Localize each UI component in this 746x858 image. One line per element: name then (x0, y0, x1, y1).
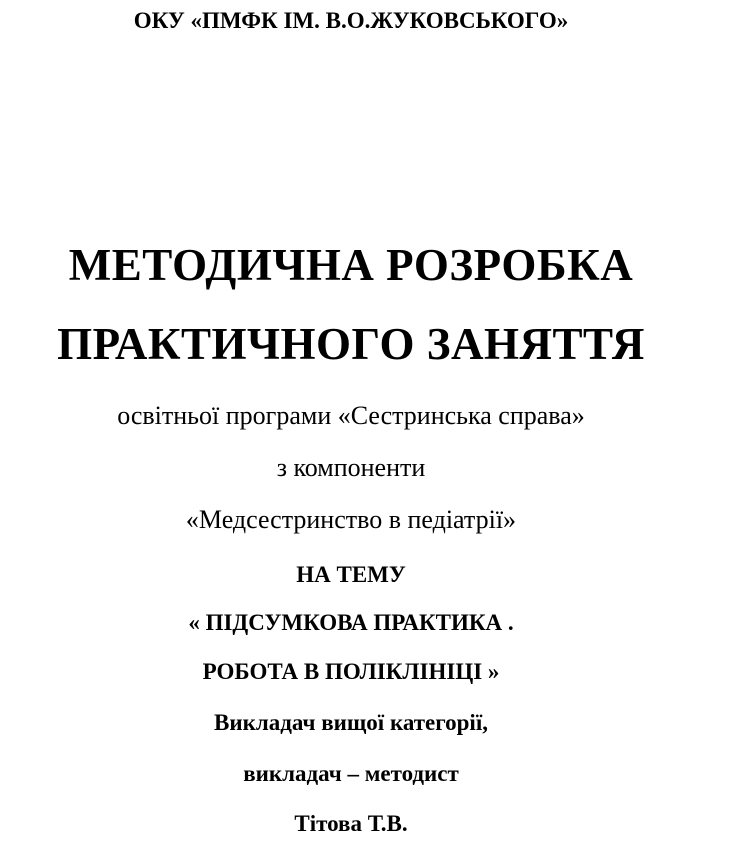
topic-label: НА ТЕМУ (296, 562, 406, 587)
topic-line-1: « ПІДСУМКОВА ПРАКТИКА . (188, 610, 514, 635)
topic-line-2: РОБОТА В ПОЛІКЛІНІЦІ » (202, 659, 500, 684)
author-position-1: Викладач вищої категорії, (214, 710, 488, 735)
author-name: Тітова Т.В. (294, 811, 408, 836)
program-name: освітньої програми «Сестринська справа» (117, 401, 585, 430)
document-title-line-2: ПРАКТИЧНОГО ЗАНЯТТЯ (57, 319, 645, 369)
document-title-line-1: МЕТОДИЧНА РОЗРОБКА (68, 240, 634, 290)
component-label: з компоненти (276, 453, 426, 482)
institution-name: ОКУ «ПМФК ІМ. В.О.ЖУКОВСЬКОГО» (133, 8, 569, 33)
author-position-2: викладач – методист (243, 761, 459, 786)
component-name: «Медсестринство в педіатрії» (185, 505, 517, 534)
